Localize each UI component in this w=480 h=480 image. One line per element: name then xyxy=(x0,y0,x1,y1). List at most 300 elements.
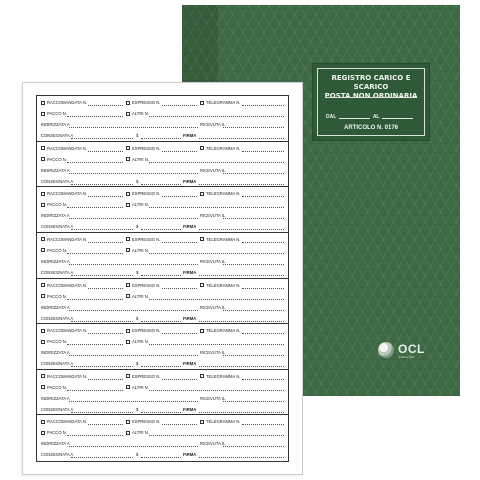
firma-line[interactable] xyxy=(199,183,284,185)
indirizzata-line[interactable] xyxy=(69,400,198,402)
consegnata-field xyxy=(41,178,73,185)
raccomandata-line xyxy=(88,150,123,152)
consegnata-line[interactable] xyxy=(71,137,133,139)
consegnata-label: CONSEGNATA A xyxy=(41,406,74,412)
espresso-label: ESPRESSO N. xyxy=(132,282,161,288)
register-entry xyxy=(37,142,288,188)
indirizzata-label: INDIRIZZATA A xyxy=(41,213,70,219)
raccomandata-label: RACCOMANDATA N. xyxy=(47,145,88,151)
espresso-field[interactable] xyxy=(126,190,160,197)
espresso-checkbox[interactable] xyxy=(126,101,130,105)
entry-row-2 xyxy=(37,384,288,392)
register-entry xyxy=(37,187,288,233)
consegnata-label: CONSEGNATA A xyxy=(41,269,74,275)
indirizzata-label: INDIRIZZATA A xyxy=(41,122,70,127)
telegramma-field[interactable] xyxy=(200,418,240,425)
firma-line[interactable] xyxy=(199,274,284,276)
currency-field xyxy=(136,223,138,230)
telegramma-label: TELEGRAMMA N. xyxy=(206,419,241,425)
pacco-checkbox[interactable] xyxy=(41,294,45,298)
consegnata-field xyxy=(41,223,73,230)
espresso-field[interactable] xyxy=(126,373,160,380)
espresso-field[interactable] xyxy=(126,327,160,334)
cover-al-label: AL xyxy=(372,114,380,120)
altri-label: ALTRI N. xyxy=(132,111,149,116)
raccomandata-label: RACCOMANDATA N. xyxy=(47,373,88,379)
currency-label: $ xyxy=(136,452,139,458)
raccomandata-field[interactable] xyxy=(41,327,87,334)
entry-row-2 xyxy=(37,293,288,301)
pacco-checkbox[interactable] xyxy=(41,431,45,435)
currency-field xyxy=(136,315,138,322)
pacco-field[interactable] xyxy=(41,247,67,254)
firma-label: FIRMA xyxy=(183,178,197,184)
consegnata-field xyxy=(41,406,73,413)
currency-label: $ xyxy=(136,178,139,184)
pacco-field[interactable] xyxy=(41,110,67,117)
currency-line[interactable] xyxy=(141,183,181,185)
ocl-logo-subtext: FOGLI SPA xyxy=(399,355,415,359)
entry-row-4 xyxy=(37,315,288,323)
altri-line xyxy=(149,434,284,436)
pacco-label: PACCO N. xyxy=(47,247,67,253)
altri-checkbox[interactable] xyxy=(126,203,130,207)
espresso-checkbox[interactable] xyxy=(126,237,130,241)
consegnata-line[interactable] xyxy=(71,365,133,367)
espresso-line xyxy=(162,104,197,106)
telegramma-line xyxy=(242,150,284,152)
firma-line[interactable] xyxy=(199,320,284,322)
register-entry xyxy=(37,96,288,142)
firma-line[interactable] xyxy=(199,365,284,367)
altri-field[interactable] xyxy=(126,429,149,436)
telegramma-checkbox[interactable] xyxy=(200,374,204,378)
currency-line[interactable] xyxy=(141,365,181,367)
indirizzata-line[interactable] xyxy=(69,263,198,265)
telegramma-field[interactable] xyxy=(200,145,240,152)
ricevuta-field xyxy=(200,304,225,311)
currency-line[interactable] xyxy=(141,137,181,139)
entry-row-3 xyxy=(37,167,288,175)
consegnata-line[interactable] xyxy=(71,456,133,458)
ricevuta-field xyxy=(200,440,225,447)
consegnata-line[interactable] xyxy=(71,320,133,322)
register-entry xyxy=(37,324,288,370)
pacco-checkbox[interactable] xyxy=(41,340,45,344)
altri-line xyxy=(149,115,284,117)
ricevuta-label: RICEVUTA IL xyxy=(200,441,226,447)
pacco-checkbox[interactable] xyxy=(41,203,45,207)
ricevuta-label: RICEVUTA IL xyxy=(200,213,226,219)
espresso-line xyxy=(162,378,197,380)
telegramma-field[interactable] xyxy=(200,190,240,197)
altri-checkbox[interactable] xyxy=(126,431,130,435)
pacco-checkbox[interactable] xyxy=(41,112,45,116)
indirizzata-label: INDIRIZZATA A xyxy=(41,258,70,264)
cover-article-number: ARTICOLO N. 0176 xyxy=(343,125,398,131)
raccomandata-checkbox[interactable] xyxy=(41,374,45,378)
telegramma-checkbox[interactable] xyxy=(200,329,204,333)
consegnata-line[interactable] xyxy=(71,274,133,276)
currency-field xyxy=(136,360,138,367)
indirizzata-line[interactable] xyxy=(69,445,198,447)
telegramma-field[interactable] xyxy=(200,99,240,106)
currency-label: $ xyxy=(136,224,139,230)
telegramma-line xyxy=(242,378,284,380)
altri-label: ALTRI N. xyxy=(132,384,149,390)
telegramma-checkbox[interactable] xyxy=(200,146,204,150)
consegnata-label: CONSEGNATA A xyxy=(41,361,74,367)
entry-row-1 xyxy=(37,418,288,426)
currency-line[interactable] xyxy=(141,274,181,276)
espresso-line xyxy=(162,287,197,289)
altri-line xyxy=(149,389,284,391)
indirizzata-field xyxy=(41,440,70,447)
telegramma-checkbox[interactable] xyxy=(200,192,204,196)
firma-label: FIRMA xyxy=(183,269,197,275)
pacco-label: PACCO N. xyxy=(47,430,67,436)
raccomandata-line xyxy=(88,378,123,380)
ricevuta-line[interactable] xyxy=(223,217,284,219)
entry-row-1 xyxy=(37,190,288,198)
ricevuta-field xyxy=(200,121,225,128)
indirizzata-label: INDIRIZZATA A xyxy=(41,350,70,356)
currency-field xyxy=(136,132,138,139)
consegnata-label: CONSEGNATA A xyxy=(41,315,74,321)
espresso-field[interactable] xyxy=(126,418,160,425)
pacco-field[interactable] xyxy=(41,429,67,436)
altri-field[interactable] xyxy=(126,201,149,208)
telegramma-checkbox[interactable] xyxy=(200,420,204,424)
telegramma-field[interactable] xyxy=(200,327,240,334)
entry-row-2 xyxy=(37,247,288,255)
raccomandata-field[interactable] xyxy=(41,99,87,106)
indirizzata-line[interactable] xyxy=(69,354,198,356)
register-entry xyxy=(37,279,288,325)
ricevuta-line[interactable] xyxy=(223,126,284,128)
consegnata-field xyxy=(41,360,73,367)
telegramma-label: TELEGRAMMA N. xyxy=(206,328,241,334)
altri-checkbox[interactable] xyxy=(126,112,130,116)
altri-label: ALTRI N. xyxy=(132,339,149,345)
pacco-line xyxy=(67,298,123,300)
telegramma-line xyxy=(242,241,284,243)
ricevuta-line[interactable] xyxy=(223,400,284,402)
currency-line[interactable] xyxy=(141,456,181,458)
firma-line[interactable] xyxy=(199,137,284,139)
ricevuta-label: RICEVUTA IL xyxy=(200,350,226,356)
firma-label: FIRMA xyxy=(183,406,197,412)
entry-row-3 xyxy=(37,349,288,357)
espresso-checkbox[interactable] xyxy=(126,146,130,150)
pacco-checkbox[interactable] xyxy=(41,248,45,252)
consegnata-label: CONSEGNATA A xyxy=(41,133,74,138)
ricevuta-field xyxy=(200,167,225,174)
telegramma-label: TELEGRAMMA N. xyxy=(206,191,241,197)
cover-al-line xyxy=(382,113,413,119)
espresso-field[interactable] xyxy=(126,236,160,243)
ricevuta-line[interactable] xyxy=(223,172,284,174)
pacco-field[interactable] xyxy=(41,338,67,345)
register-form xyxy=(36,95,289,462)
pacco-checkbox[interactable] xyxy=(41,385,45,389)
pacco-label: PACCO N. xyxy=(47,293,67,299)
consegnata-label: CONSEGNATA A xyxy=(41,452,74,458)
ricevuta-label: RICEVUTA IL xyxy=(200,395,226,401)
currency-field xyxy=(136,269,138,276)
altri-field[interactable] xyxy=(126,110,149,117)
pacco-field[interactable] xyxy=(41,293,67,300)
telegramma-line xyxy=(242,287,284,289)
currency-line[interactable] xyxy=(141,320,181,322)
consegnata-field xyxy=(41,315,73,322)
ricevuta-field xyxy=(200,258,225,265)
espresso-field[interactable] xyxy=(126,282,160,289)
pacco-line xyxy=(67,389,123,391)
pacco-label: PACCO N. xyxy=(47,156,67,162)
currency-label: $ xyxy=(136,269,139,275)
altri-line xyxy=(149,252,284,254)
espresso-field[interactable] xyxy=(126,99,160,106)
entry-row-1 xyxy=(37,373,288,381)
pacco-field[interactable] xyxy=(41,201,67,208)
altri-field[interactable] xyxy=(126,384,149,391)
firma-field xyxy=(183,132,196,139)
ricevuta-line[interactable] xyxy=(223,445,284,447)
espresso-checkbox[interactable] xyxy=(126,374,130,378)
indirizzata-line[interactable] xyxy=(69,172,198,174)
raccomandata-label: RACCOMANDATA N. xyxy=(47,236,88,242)
raccomandata-label: RACCOMANDATA N. xyxy=(47,191,88,197)
ricevuta-label: RICEVUTA IL xyxy=(200,258,226,264)
consegnata-line[interactable] xyxy=(71,411,133,413)
espresso-label: ESPRESSO N. xyxy=(132,236,161,242)
entry-row-1 xyxy=(37,145,288,153)
altri-line xyxy=(149,298,284,300)
firma-field xyxy=(183,360,196,367)
espresso-line xyxy=(162,423,197,425)
espresso-checkbox[interactable] xyxy=(126,192,130,196)
entry-row-2 xyxy=(37,338,288,346)
indirizzata-line[interactable] xyxy=(69,309,198,311)
entry-row-1 xyxy=(37,99,288,107)
telegramma-label: TELEGRAMMA N. xyxy=(206,282,241,288)
raccomandata-line xyxy=(88,423,123,425)
pacco-label: PACCO N. xyxy=(47,339,67,345)
currency-label: $ xyxy=(136,361,139,367)
telegramma-label: TELEGRAMMA N. xyxy=(206,100,241,105)
ricevuta-line[interactable] xyxy=(223,309,284,311)
firma-label: FIRMA xyxy=(183,133,197,138)
register-entry xyxy=(37,370,288,416)
currency-label: $ xyxy=(136,406,139,412)
pacco-line xyxy=(67,206,123,208)
altri-field[interactable] xyxy=(126,156,149,163)
raccomandata-line xyxy=(88,195,123,197)
currency-line[interactable] xyxy=(141,228,181,230)
altri-checkbox[interactable] xyxy=(126,248,130,252)
entry-row-3 xyxy=(37,440,288,448)
raccomandata-checkbox[interactable] xyxy=(41,283,45,287)
consegnata-field xyxy=(41,132,73,139)
currency-field xyxy=(136,406,138,413)
espresso-checkbox[interactable] xyxy=(126,420,130,424)
raccomandata-field[interactable] xyxy=(41,418,87,425)
espresso-checkbox[interactable] xyxy=(126,329,130,333)
entry-row-3 xyxy=(37,212,288,220)
altri-field[interactable] xyxy=(126,338,149,345)
cover-dal-label: DAL xyxy=(326,114,337,120)
telegramma-field[interactable] xyxy=(200,236,240,243)
cover-title-line1: REGISTRO CARICO E SCARICO xyxy=(331,74,411,91)
firma-field xyxy=(183,223,196,230)
entry-row-2 xyxy=(37,201,288,209)
firma-label: FIRMA xyxy=(183,361,197,367)
entry-row-2 xyxy=(37,110,288,118)
telegramma-label: TELEGRAMMA N. xyxy=(206,236,241,242)
firma-line[interactable] xyxy=(199,411,284,413)
ricevuta-line[interactable] xyxy=(223,263,284,265)
pacco-field[interactable] xyxy=(41,156,67,163)
entry-row-4 xyxy=(37,269,288,277)
consegnata-field xyxy=(41,269,73,276)
telegramma-checkbox[interactable] xyxy=(200,283,204,287)
entry-row-3 xyxy=(37,121,288,129)
raccomandata-checkbox[interactable] xyxy=(41,101,45,105)
firma-field xyxy=(183,406,196,413)
firma-field xyxy=(183,451,196,458)
firma-line[interactable] xyxy=(199,456,284,458)
cover-title-line2: POSTA NON ORDINARIA xyxy=(324,92,418,100)
firma-label: FIRMA xyxy=(183,452,197,458)
register-entry xyxy=(37,233,288,279)
cover-date-range xyxy=(326,113,416,120)
indirizzata-field xyxy=(41,212,70,219)
altri-checkbox[interactable] xyxy=(126,294,130,298)
consegnata-line[interactable] xyxy=(71,228,133,230)
raccomandata-label: RACCOMANDATA N. xyxy=(47,282,88,288)
pacco-label: PACCO N. xyxy=(47,384,67,390)
altri-checkbox[interactable] xyxy=(126,157,130,161)
telegramma-checkbox[interactable] xyxy=(200,237,204,241)
altri-field[interactable] xyxy=(126,293,149,300)
firma-field xyxy=(183,315,196,322)
raccomandata-field[interactable] xyxy=(41,236,87,243)
indirizzata-line[interactable] xyxy=(69,126,198,128)
espresso-label: ESPRESSO N. xyxy=(132,328,161,334)
espresso-label: ESPRESSO N. xyxy=(132,373,161,379)
raccomandata-checkbox[interactable] xyxy=(41,420,45,424)
raccomandata-label: RACCOMANDATA N. xyxy=(47,328,88,334)
altri-field[interactable] xyxy=(126,247,149,254)
currency-label: $ xyxy=(136,133,139,138)
espresso-label: ESPRESSO N. xyxy=(132,100,161,105)
altri-checkbox[interactable] xyxy=(126,385,130,389)
firma-field xyxy=(183,269,196,276)
espresso-line xyxy=(162,332,197,334)
cover-label-frame xyxy=(317,68,425,136)
telegramma-field[interactable] xyxy=(200,373,240,380)
entry-row-3 xyxy=(37,304,288,312)
pacco-line xyxy=(67,161,123,163)
raccomandata-line xyxy=(88,332,123,334)
entry-row-4 xyxy=(37,223,288,231)
raccomandata-field[interactable] xyxy=(41,373,87,380)
indirizzata-field xyxy=(41,349,70,356)
altri-line xyxy=(149,343,284,345)
telegramma-label: TELEGRAMMA N. xyxy=(206,145,241,151)
firma-line[interactable] xyxy=(199,228,284,230)
entry-row-2 xyxy=(37,156,288,164)
raccomandata-line xyxy=(88,104,123,106)
ricevuta-line[interactable] xyxy=(223,354,284,356)
raccomandata-field[interactable] xyxy=(41,145,87,152)
indirizzata-label: INDIRIZZATA A xyxy=(41,441,70,447)
telegramma-line xyxy=(242,104,284,106)
indirizzata-label: INDIRIZZATA A xyxy=(41,167,70,173)
ocl-logo-text: OCL xyxy=(398,342,425,356)
raccomandata-checkbox[interactable] xyxy=(41,146,45,150)
raccomandata-checkbox[interactable] xyxy=(41,329,45,333)
altri-label: ALTRI N. xyxy=(132,202,149,208)
altri-label: ALTRI N. xyxy=(132,293,149,299)
ocl-logo-icon xyxy=(378,342,394,358)
espresso-line xyxy=(162,195,197,197)
altri-label: ALTRI N. xyxy=(132,430,149,436)
pacco-label: PACCO N. xyxy=(47,111,67,116)
currency-label: $ xyxy=(136,315,139,321)
ricevuta-label: RICEVUTA IL xyxy=(200,167,226,173)
currency-line[interactable] xyxy=(141,411,181,413)
raccomandata-field[interactable] xyxy=(41,190,87,197)
indirizzata-field xyxy=(41,304,70,311)
raccomandata-label: RACCOMANDATA N. xyxy=(47,419,88,425)
altri-line xyxy=(149,206,284,208)
raccomandata-checkbox[interactable] xyxy=(41,237,45,241)
pacco-line xyxy=(67,115,123,117)
consegnata-label: CONSEGNATA A xyxy=(41,178,74,184)
telegramma-line xyxy=(242,195,284,197)
ricevuta-field xyxy=(200,212,225,219)
telegramma-field[interactable] xyxy=(200,282,240,289)
entry-row-4 xyxy=(37,451,288,459)
entry-row-3 xyxy=(37,258,288,266)
consegnata-field xyxy=(41,451,73,458)
firma-label: FIRMA xyxy=(183,315,197,321)
ricevuta-field xyxy=(200,349,225,356)
pacco-label: PACCO N. xyxy=(47,202,67,208)
indirizzata-line[interactable] xyxy=(69,217,198,219)
ocl-logo xyxy=(378,339,438,361)
espresso-checkbox[interactable] xyxy=(126,283,130,287)
pacco-field[interactable] xyxy=(41,384,67,391)
pacco-checkbox[interactable] xyxy=(41,157,45,161)
entry-row-4 xyxy=(37,132,288,140)
raccomandata-line xyxy=(88,241,123,243)
cover-dal-line xyxy=(339,113,370,119)
altri-checkbox[interactable] xyxy=(126,340,130,344)
pacco-line xyxy=(67,343,123,345)
espresso-field[interactable] xyxy=(126,145,160,152)
altri-label: ALTRI N. xyxy=(132,156,149,162)
consegnata-line[interactable] xyxy=(71,183,133,185)
raccomandata-field[interactable] xyxy=(41,282,87,289)
ricevuta-field xyxy=(200,395,225,402)
raccomandata-checkbox[interactable] xyxy=(41,192,45,196)
telegramma-label: TELEGRAMMA N. xyxy=(206,373,241,379)
cover-label xyxy=(312,63,430,141)
telegramma-checkbox[interactable] xyxy=(200,101,204,105)
